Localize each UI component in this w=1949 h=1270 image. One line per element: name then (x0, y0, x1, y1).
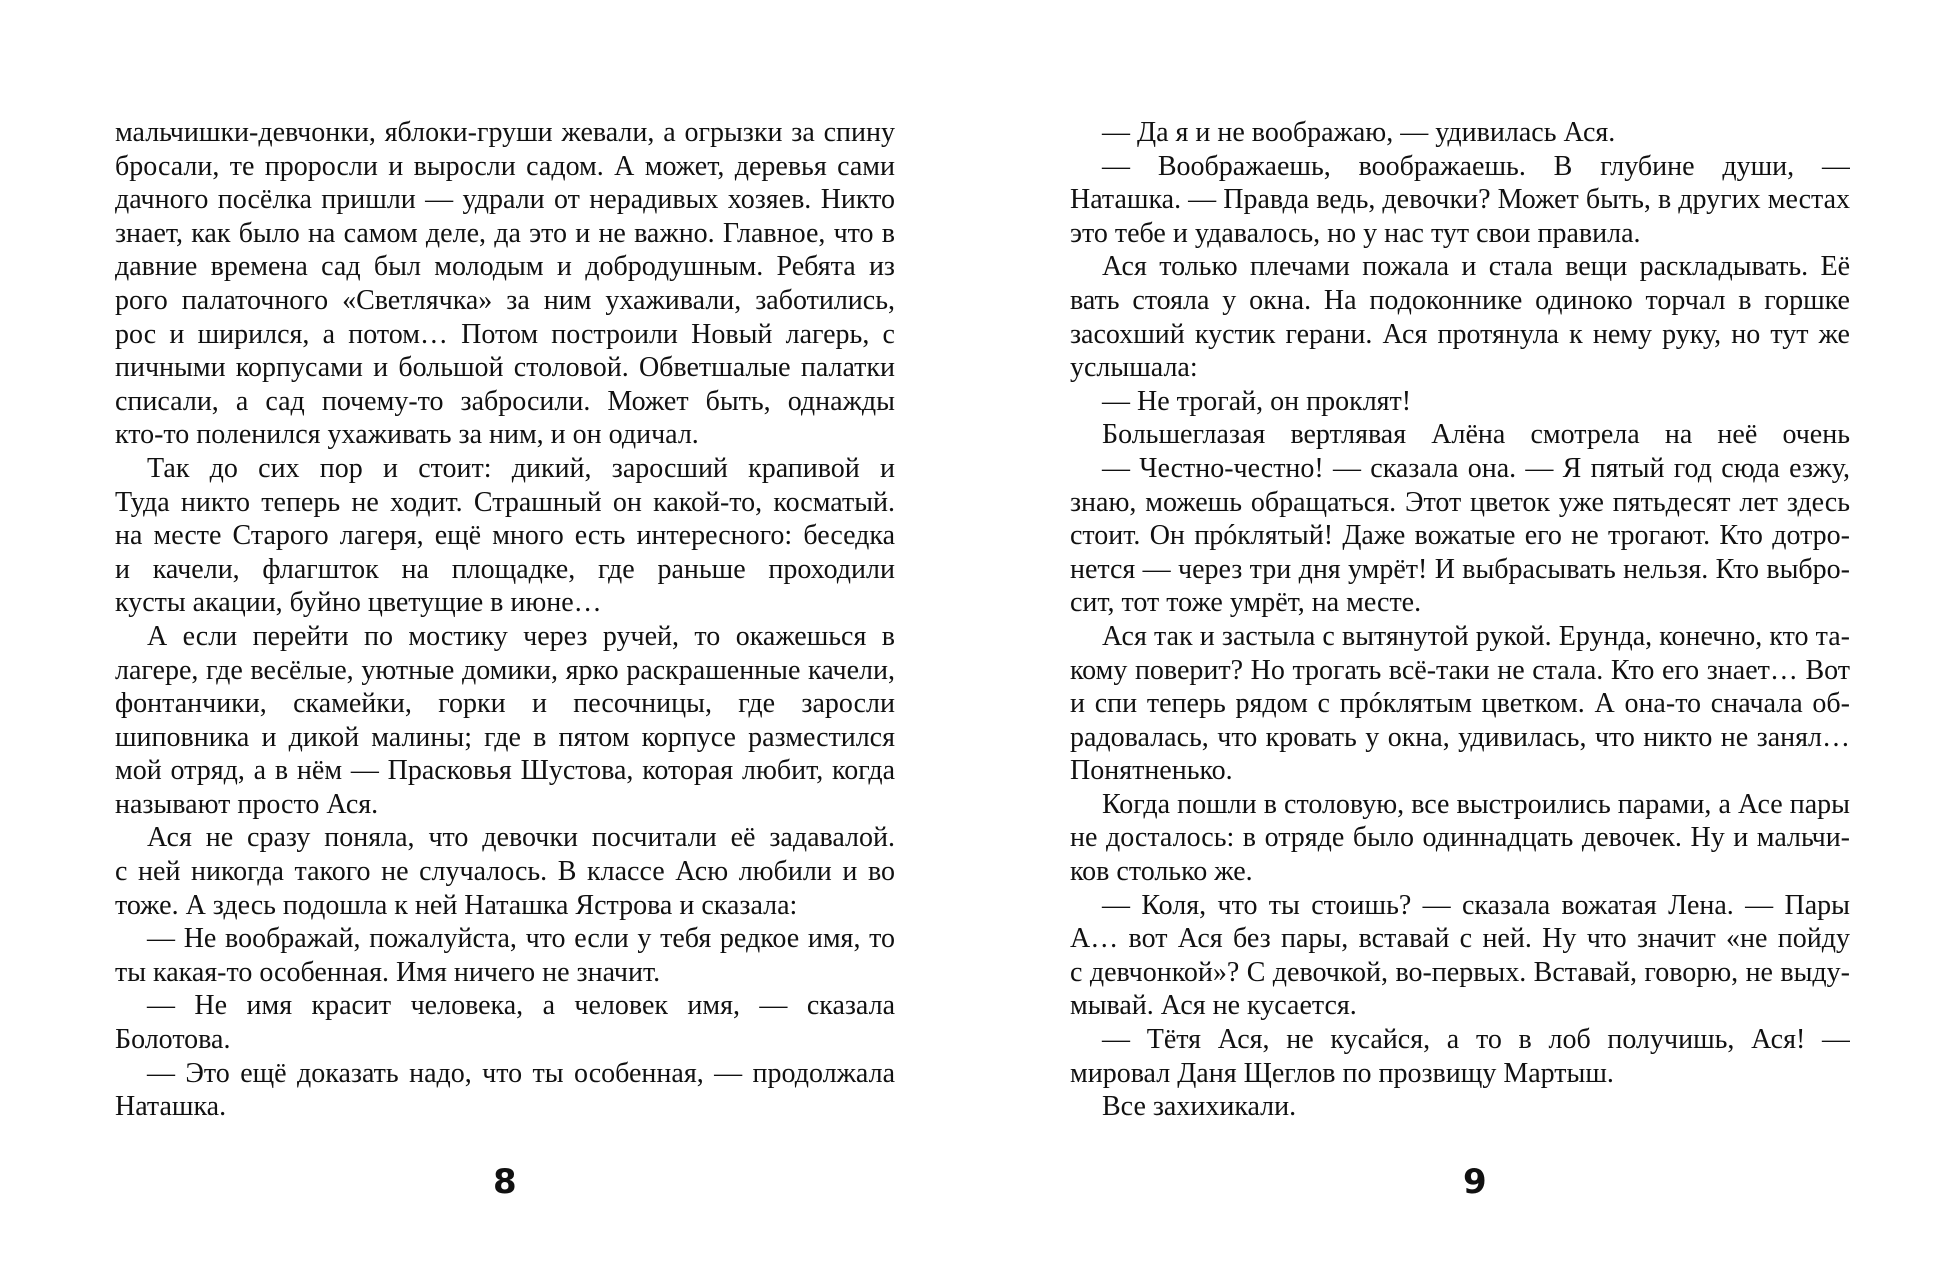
text-line: кому поверит? Но трогать всё-таки не стала. Кто его знает… Вот (1070, 654, 1850, 686)
text-line: нется — через три дня умрёт! И выбрасывать нельзя. Кто выбро- (1070, 553, 1850, 585)
text-line: называют просто Ася. (115, 788, 379, 820)
text-line: Наташка. (115, 1091, 227, 1123)
text-line: мальчишки-девчонки, яблоки-груши жевали, а огрызки за спину (115, 117, 895, 148)
text-line: Ася так и застыла с вытянутой рукой. Ерунда, конечно, кто та- (1102, 620, 1850, 652)
text-line: Все захихикали. (1102, 1091, 1297, 1123)
text-line: и спи теперь рядом с прóклятым цветком. А она-то сначала об- (1070, 688, 1850, 720)
text-line: бросали, те проросли и выросли садом. А может, деревья сами (115, 150, 895, 182)
text-line: — Честно-честно! — сказала она. — Я пятый год сюда езжу, (1102, 452, 1850, 484)
text-line: не досталось: в отряде было одиннадцать девочек. Ну и мальчи- (1070, 822, 1850, 854)
text-line: давние времена сад был молодым и добродушным. Ребята из (115, 251, 895, 283)
text-line: — Да я и не воображаю, — удивилась Ася. (1102, 117, 1616, 148)
left-page-text (115, 116, 895, 1124)
left-page-number: 8 (493, 1162, 517, 1202)
text-line: фонтанчики, скамейки, горки и песочницы, где заросли (115, 688, 895, 720)
text-line: и качели, флагшток на площадке, где раньше проходили (115, 553, 895, 585)
text-line: знает, как было на самом деле, да это и не важно. Главное, что в (115, 217, 895, 249)
text-line: — Коля, что ты стоишь? — сказала вожатая Лена. — Пары (1102, 889, 1850, 921)
text-line: пичными корпусами и большой столовой. Обветшалые палатки (115, 352, 895, 384)
text-line: дачного посёлка пришли — удрали от нерадивых хозяев. Никто (115, 184, 895, 216)
text-line: Ася не сразу поняла, что девочки посчитали её задавалой. (147, 822, 895, 854)
text-line: — Это ещё доказать надо, что ты особенная, — продолжала (147, 1057, 895, 1089)
text-line: Большеглазая вертлявая Алёна смотрела на неё очень (1102, 419, 1850, 451)
right-page (975, 0, 1949, 1270)
text-line: Ася только плечами пожала и стала вещи раскладывать. Её (1102, 251, 1850, 283)
text-line: мой отряд, а в нём — Прасковья Шустова, которая любит, когда (115, 755, 895, 787)
text-line: засохший кустик герани. Ася протянула к нему руку, но тут же (1070, 318, 1850, 350)
text-line: — Не воображай, пожалуйста, что если у тебя редкое имя, то (147, 923, 895, 955)
text-line: рого палаточного «Светлячка» за ним ухаживали, заботились, (115, 284, 895, 316)
text-line: Болотова. (115, 1024, 231, 1056)
text-line: ты какая-то особенная. Имя ничего не значит. (115, 956, 661, 988)
right-page-text (1070, 116, 1850, 1124)
text-line: на месте Старого лагеря, ещё много есть интересного: беседка (115, 520, 895, 552)
text-line: Понятненько. (1070, 755, 1233, 787)
text-line: Туда никто теперь не ходит. Страшный он какой-то, косматый. (115, 486, 895, 518)
text-line: ков столько же. (1070, 856, 1253, 888)
text-line: — Не имя красит человека, а человек имя, — сказала (147, 990, 895, 1022)
text-line: вать стояла у окна. На подоконнике одиноко торчал в горшке (1070, 284, 1850, 316)
text-line: кто-то поленился ухаживать за ним, и он одичал. (115, 419, 699, 451)
text-line: это тебе и удавалось, но у нас тут свои правила. (1070, 217, 1641, 249)
text-line: мировал Даня Щеглов по прозвищу Мартыш. (1070, 1057, 1614, 1089)
text-line: сит, тот тоже умрёт, на месте. (1070, 587, 1422, 619)
text-line: кусты акации, буйно цветущие в июне… (115, 587, 602, 619)
text-line: лагере, где весёлые, уютные домики, ярко раскрашенные качели, (115, 654, 895, 686)
text-line: — Воображаешь, воображаешь. В глубине души, — (1102, 150, 1850, 182)
text-line: тоже. А здесь подошла к ней Наташка Ястрова и сказала: (115, 889, 798, 921)
text-line: мывай. Ася не кусается. (1070, 990, 1357, 1022)
text-line: списали, а сад почему-то забросили. Может быть, однажды (115, 385, 895, 417)
text-line: Наташка. — Правда ведь, девочки? Может быть, в других местах (1070, 184, 1850, 216)
text-line: знаю, можешь обращаться. Этот цветок уже пятьдесят лет здесь (1070, 486, 1850, 518)
text-line: А… вот Ася без пары, вставай с ней. Ну что значит «не пойду (1070, 923, 1850, 955)
text-line: Так до сих пор и стоит: дикий, заросший крапивой и (147, 452, 895, 484)
right-page-number: 9 (1463, 1162, 1487, 1202)
text-line: с ней никогда такого не случалось. В классе Асю любили и во (115, 856, 895, 888)
text-line: радовалась, что кровать у окна, удивилась, что никто не занял… (1070, 721, 1850, 753)
text-line: шиповника и дикой малины; где в пятом корпусе разместился (115, 721, 895, 753)
text-line: А если перейти по мостику через ручей, то окажешься в (147, 620, 895, 652)
text-line: стоит. Он прóклятый! Даже вожатые его не трогают. Кто дотро- (1070, 520, 1850, 552)
text-line: услышала: (1070, 352, 1198, 384)
text-line: с девчонкой»? С девочкой, во-первых. Вставай, говорю, не выду- (1070, 956, 1850, 988)
text-line: рос и ширился, а потом… Потом построили Новый лагерь, с (115, 318, 895, 350)
text-line: — Не трогай, он проклят! (1102, 385, 1412, 417)
text-line: Когда пошли в столовую, все выстроились парами, а Асе пары (1102, 788, 1850, 820)
text-line: — Тётя Ася, не кусайся, а то в лоб получишь, Ася! — (1102, 1024, 1850, 1056)
